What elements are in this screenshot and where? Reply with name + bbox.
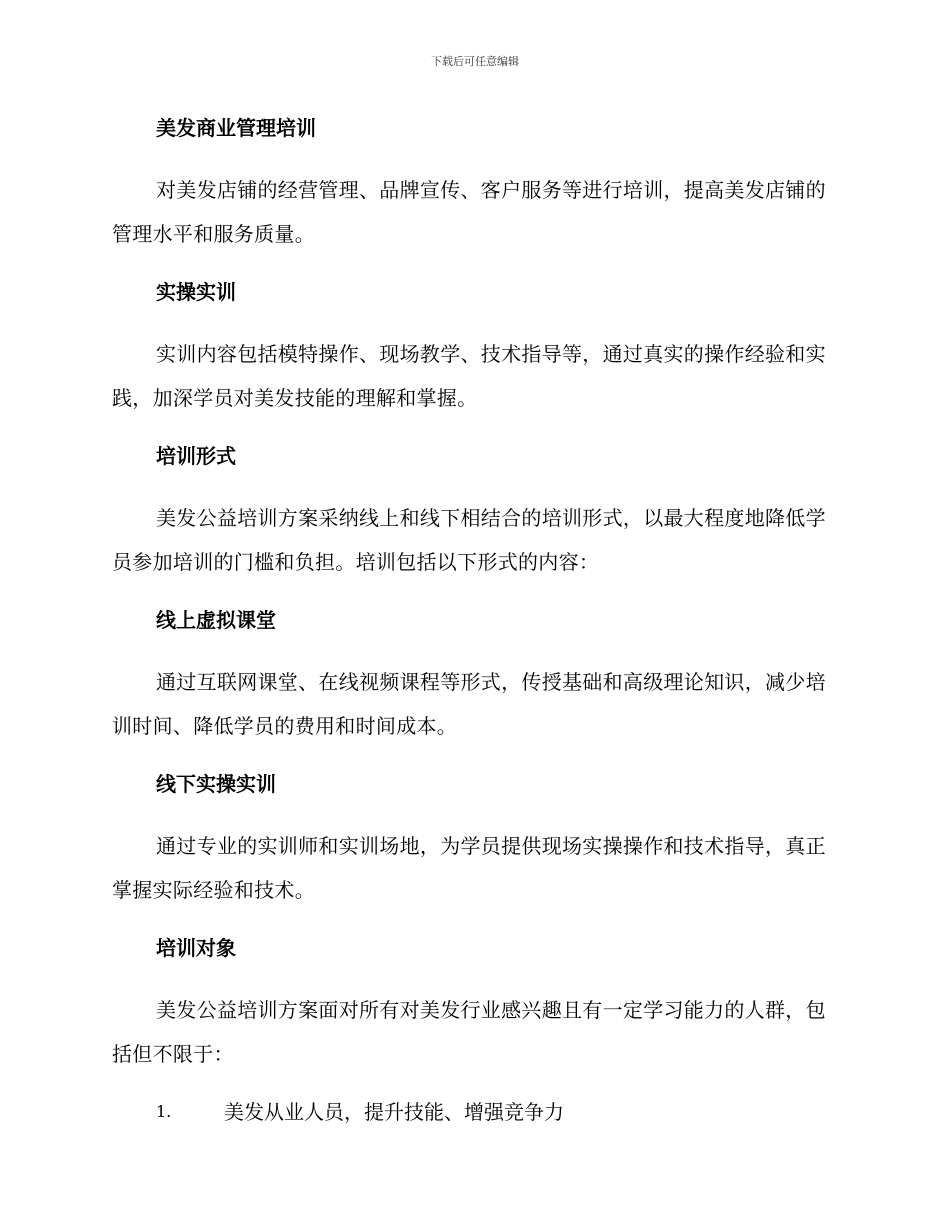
section-heading: 实操实训	[156, 280, 236, 304]
section-heading: 线上虚拟课堂	[156, 608, 276, 632]
section-paragraph: 美发公益培训方案采纳线上和线下相结合的培训形式，以最大程度地降低学员参加培训的门槛和负担。培训包括以下形式的内容：	[112, 506, 826, 574]
section-heading: 美发商业管理培训	[156, 116, 316, 140]
section-heading: 培训对象	[156, 936, 236, 960]
section-paragraph: 美发公益培训方案面对所有对美发行业感兴趣且有一定学习能力的人群，包括但不限于：	[112, 998, 826, 1066]
list-text: 美发从业人员，提升技能、增强竞争力	[224, 1100, 564, 1124]
section-heading: 培训形式	[156, 444, 236, 468]
page-header: 下载后可任意编辑	[431, 55, 519, 68]
document-body	[112, 108, 830, 1132]
section-paragraph: 实训内容包括模特操作、现场教学、技术指导等，通过真实的操作经验和实践，加深学员对美发技能的理解和掌握。	[112, 342, 826, 410]
section-paragraph: 通过互联网课堂、在线视频课程等形式，传授基础和高级理论知识，减少培训时间、降低学员的费用和时间成本。	[112, 670, 826, 738]
list-item	[112, 1092, 830, 1132]
section-paragraph: 通过专业的实训师和实训场地，为学员提供现场实操操作和技术指导，真正掌握实际经验和技术。	[112, 834, 826, 902]
section-paragraph: 对美发店铺的经营管理、品牌宣传、客户服务等进行培训，提高美发店铺的管理水平和服务质量。	[112, 178, 826, 246]
list-number: 1.	[156, 1102, 172, 1121]
section-heading: 线下实操实训	[156, 772, 276, 796]
